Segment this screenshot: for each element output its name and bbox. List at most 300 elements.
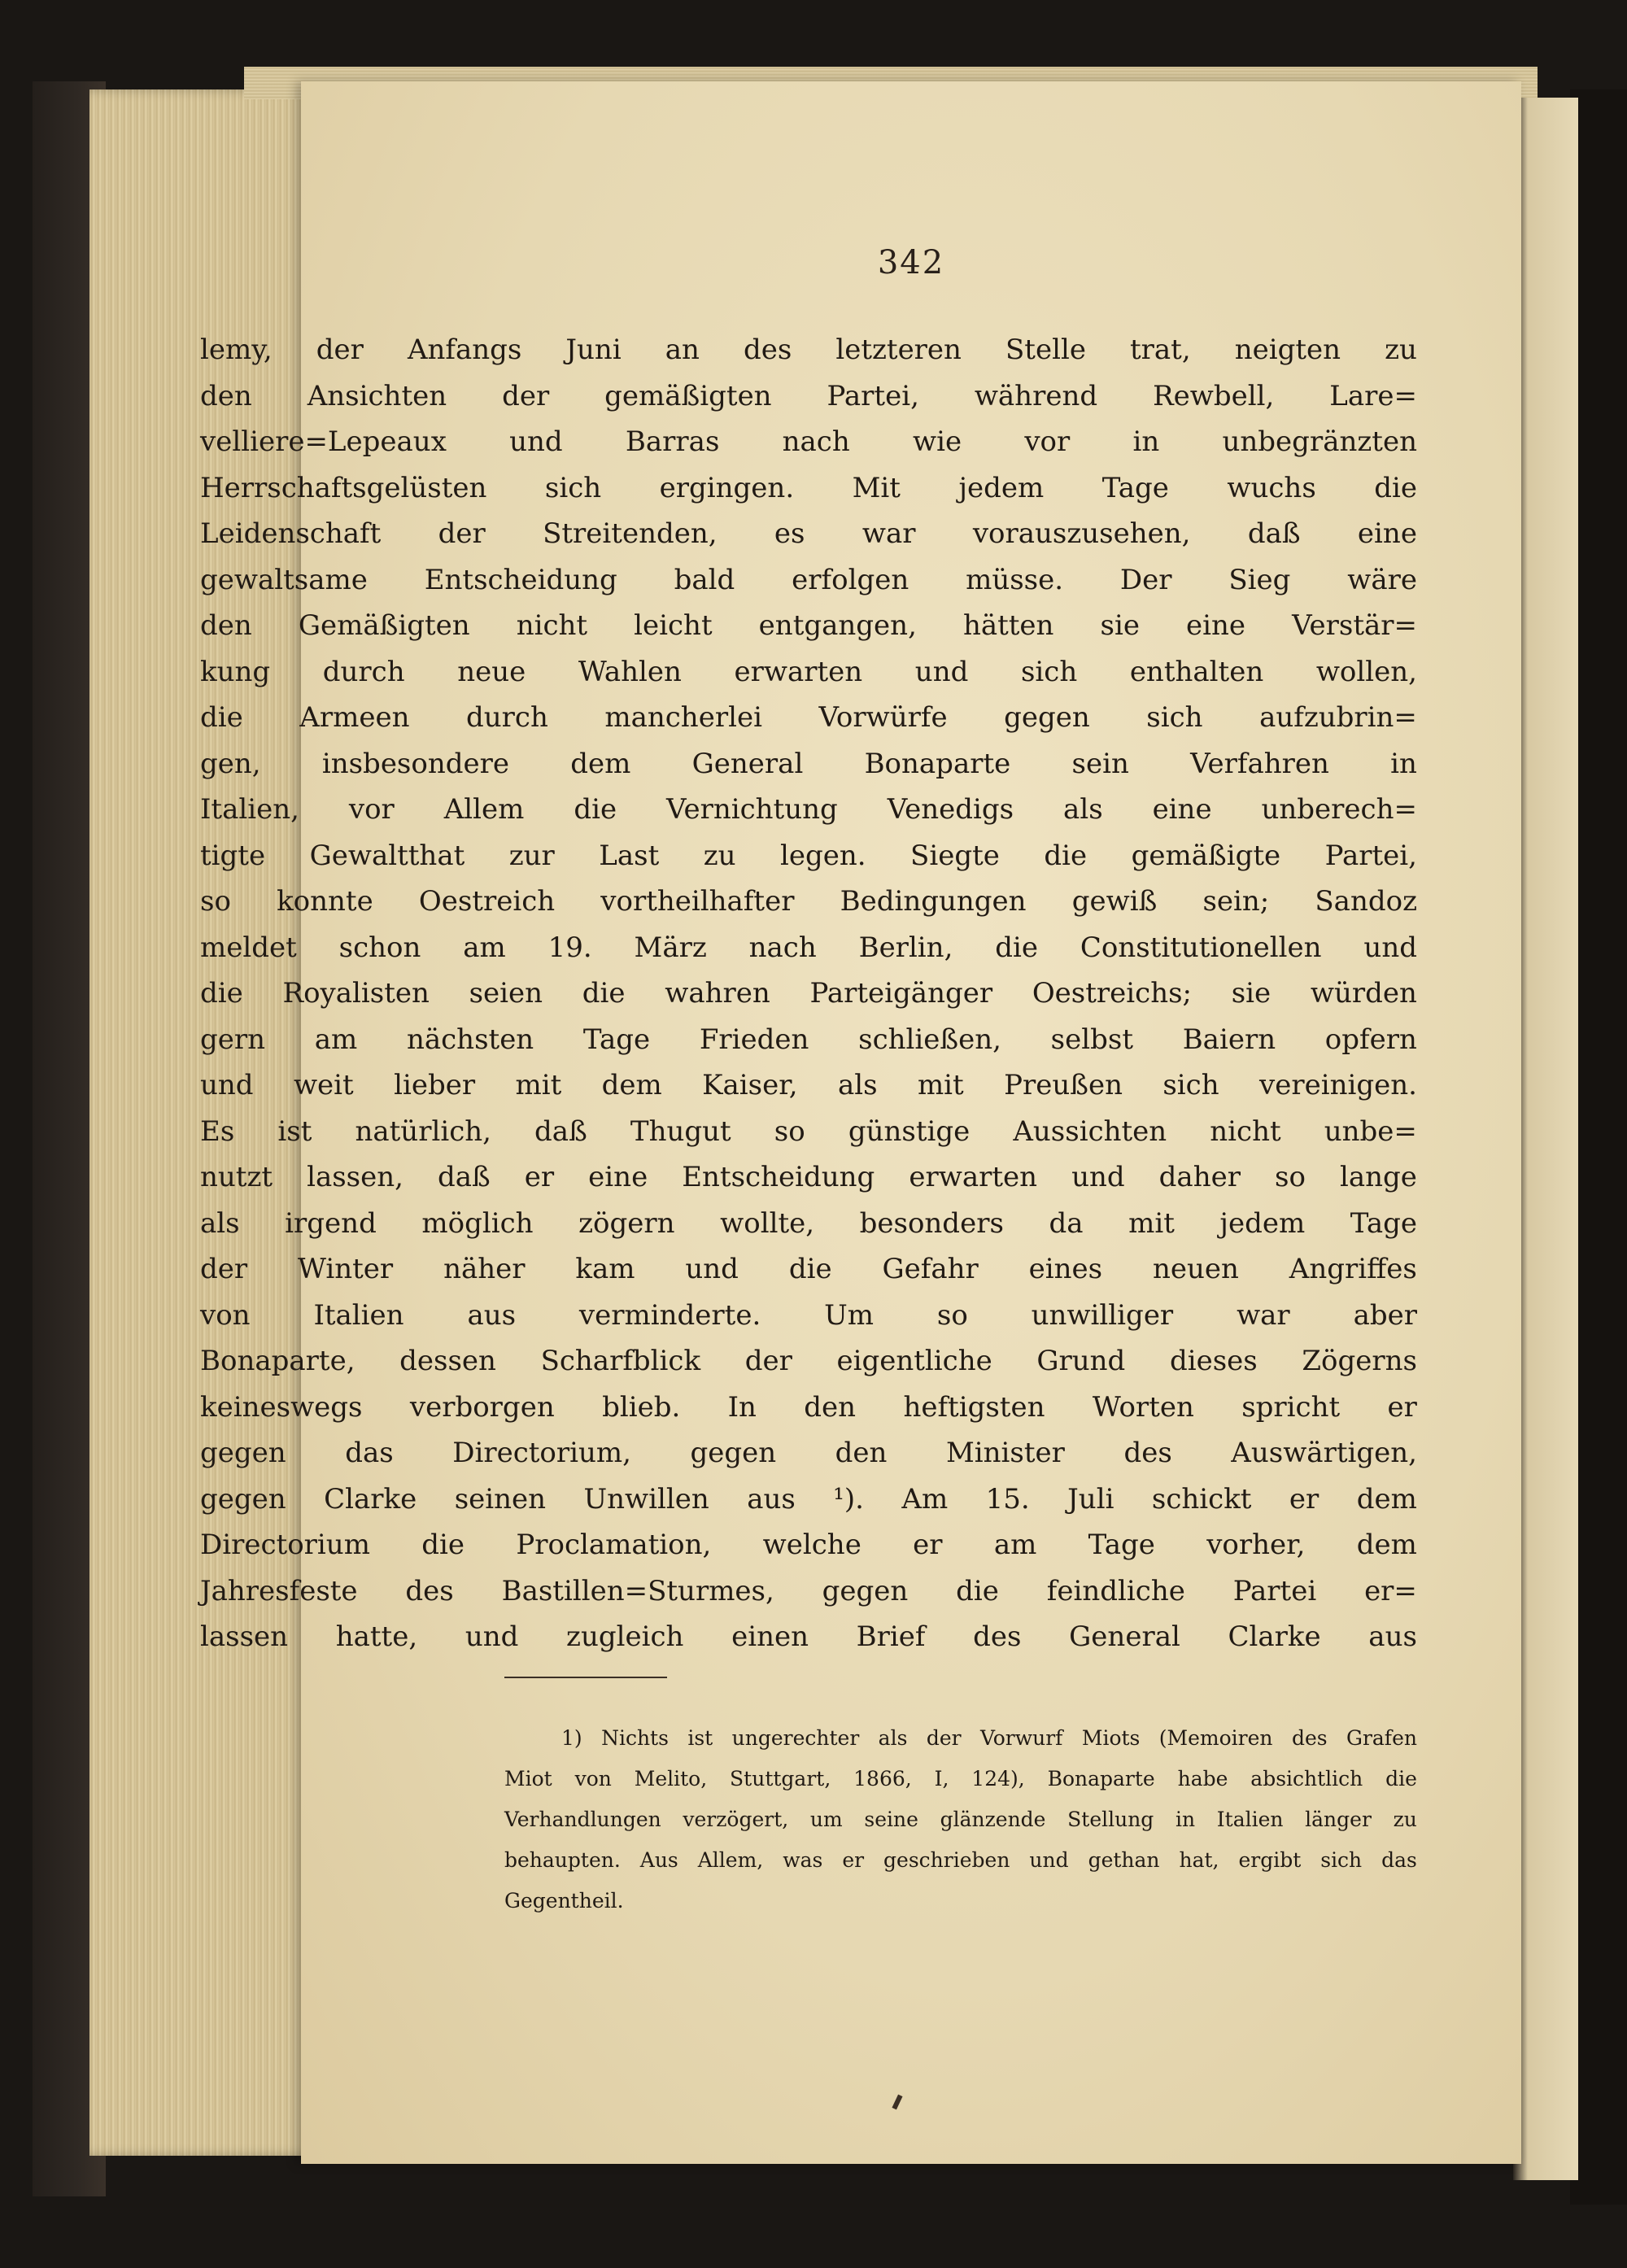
word: ungerechter [731, 1726, 860, 1750]
text-line [200, 557, 1417, 604]
word: die [1374, 471, 1417, 504]
word: Minister [945, 1437, 1065, 1469]
word: Melito, [634, 1767, 708, 1790]
word: die [1044, 839, 1088, 872]
word: General [1069, 1620, 1180, 1653]
word: jedem [958, 471, 1045, 504]
word: Vorwurf [979, 1726, 1063, 1750]
word: Jahresfeste [200, 1574, 358, 1607]
word: Berlin, [858, 931, 953, 964]
word: eine [1357, 517, 1417, 550]
word: Baiern [1182, 1023, 1276, 1056]
facing-page-edge [1513, 98, 1578, 2180]
word: dem [601, 1069, 662, 1101]
word: schon [338, 931, 421, 964]
word: so [1275, 1161, 1306, 1193]
word: heftigsten [903, 1390, 1045, 1424]
word: gegen [690, 1437, 777, 1469]
word: Partei, [827, 379, 919, 412]
word: General [691, 747, 804, 780]
word: seinen [454, 1482, 547, 1516]
word: und [200, 1069, 254, 1101]
word: des [743, 334, 792, 366]
word: sie [1100, 609, 1140, 642]
word: Italien [1216, 1808, 1284, 1831]
word: Unwillen [583, 1482, 709, 1516]
word: 1) [561, 1726, 582, 1750]
text-line [200, 419, 1417, 465]
word: sein; [1202, 885, 1270, 918]
word: spricht [1241, 1390, 1341, 1424]
word: gewaltsame [200, 563, 368, 596]
word: zugleich [566, 1620, 684, 1653]
word: die [200, 701, 243, 734]
word: aufzubrin= [1259, 701, 1417, 734]
word: mit [515, 1069, 562, 1101]
word: Proclamation, [516, 1529, 712, 1561]
word: Tage [1088, 1529, 1155, 1561]
word: durch [322, 655, 405, 688]
word: und [465, 1620, 519, 1653]
text-line [200, 1338, 1417, 1385]
word: Allem [443, 793, 525, 826]
word: länger [1305, 1808, 1372, 1831]
word: Partei, [1324, 839, 1417, 872]
word: letzteren [835, 334, 962, 366]
word: günstige [848, 1114, 971, 1148]
word: Bastillen=Sturmes, [501, 1574, 774, 1607]
word: näher [443, 1253, 526, 1285]
word: Parteigänger [809, 977, 993, 1010]
word: Venedigs [887, 793, 1014, 826]
word: Sieg [1228, 563, 1291, 596]
word: März [634, 931, 707, 964]
word: Tage [1101, 471, 1169, 504]
word: Der [1119, 563, 1172, 596]
word: Gefahr [882, 1253, 979, 1285]
text-line [200, 1385, 1417, 1431]
word: lieber [394, 1069, 476, 1101]
word: der [200, 1253, 248, 1285]
word: In [727, 1390, 757, 1424]
word: einen [731, 1620, 809, 1653]
word: vor [348, 793, 395, 826]
word: welche [762, 1529, 861, 1561]
word: Es [200, 1114, 235, 1148]
text-line [200, 787, 1417, 833]
word: 124), [971, 1767, 1025, 1790]
word: Brief [856, 1620, 926, 1653]
word: Aus [639, 1848, 678, 1872]
text-line [200, 327, 1417, 373]
book-cover-right [1570, 89, 1627, 2205]
word: nach [748, 931, 817, 964]
word: eine [1186, 609, 1246, 642]
word: am [993, 1529, 1037, 1561]
word: Royalisten [282, 977, 430, 1010]
word: Italien, [200, 793, 299, 826]
word: und [914, 655, 969, 688]
word: Vorwürfe [818, 701, 948, 734]
word: Sandoz [1315, 885, 1417, 918]
word: Ansichten [307, 379, 447, 412]
word: mancherlei [604, 701, 762, 734]
word: wie [912, 425, 962, 458]
word: feindliche [1046, 1574, 1185, 1607]
word: und [509, 425, 563, 458]
word: Constitutionellen [1080, 931, 1322, 964]
body-text [200, 327, 1417, 1660]
word: den [200, 379, 252, 412]
word: sein [1071, 747, 1129, 780]
word: zögern [578, 1206, 675, 1240]
word: das [1381, 1848, 1417, 1872]
word: hat, [1179, 1848, 1219, 1872]
word: erwarten [909, 1161, 1038, 1193]
word: Zögerns [1302, 1345, 1417, 1377]
word: vorher, [1206, 1529, 1306, 1561]
word: ist [277, 1114, 312, 1148]
word: es [774, 517, 805, 550]
word: als [200, 1206, 240, 1240]
word: gemäßigte [1131, 839, 1281, 872]
word: Verhandlungen [504, 1808, 661, 1831]
word: erwarten [734, 655, 863, 688]
word: daß [437, 1161, 491, 1193]
footnotes [504, 1718, 1417, 1921]
text-line [200, 1246, 1417, 1293]
word: Clarke [324, 1482, 417, 1516]
word: blieb. [602, 1390, 681, 1424]
footnote-line [504, 1799, 1417, 1840]
word: wollen, [1315, 655, 1417, 688]
text-line [200, 1062, 1417, 1109]
text-line [200, 1568, 1417, 1615]
word: was [783, 1848, 823, 1872]
word: nicht [516, 609, 588, 642]
word: Mit [852, 471, 901, 504]
word: unbegränzten [1222, 425, 1417, 458]
word: er [842, 1848, 865, 1872]
word: behaupten. [504, 1848, 621, 1872]
word: schickt [1151, 1482, 1252, 1516]
word: nicht [1210, 1114, 1281, 1148]
footnote-line [504, 1840, 1417, 1881]
word: sich [1162, 1069, 1219, 1101]
word: des [973, 1620, 1022, 1653]
word: Rewbell, [1153, 379, 1275, 412]
footnote-line [504, 1759, 1417, 1799]
word: Entscheidung [424, 563, 617, 596]
word: Verfahren [1190, 747, 1329, 780]
word: Directorium [200, 1529, 370, 1561]
text-line [200, 1154, 1417, 1201]
word: nutzt [200, 1161, 273, 1193]
word: sie [1231, 977, 1272, 1010]
word: Scharfblick [540, 1345, 701, 1377]
text-line [200, 465, 1417, 512]
word: Juli [1067, 1482, 1114, 1516]
footnote-rule [504, 1677, 667, 1678]
word: Thugut [630, 1114, 731, 1148]
word: dessen [399, 1345, 496, 1377]
word: Lare= [1329, 379, 1417, 412]
word: würden [1310, 977, 1417, 1010]
word: während [974, 379, 1098, 412]
word: 15. [985, 1482, 1030, 1516]
word: eine [588, 1161, 648, 1193]
word: gern [200, 1023, 266, 1056]
word: geschrieben [883, 1848, 1010, 1872]
word: Miot [504, 1767, 552, 1790]
word: Gegentheil. [504, 1889, 624, 1913]
word: die [995, 931, 1038, 964]
word: gegen [822, 1574, 909, 1607]
word: konnte [277, 885, 373, 918]
word: mit [917, 1069, 964, 1101]
word: Am [901, 1482, 949, 1516]
word: Oestreich [418, 885, 556, 918]
word: Bedingungen [840, 885, 1027, 918]
word: (Memoiren [1158, 1726, 1273, 1750]
word: da [1049, 1206, 1084, 1240]
word: Bonaparte [1047, 1767, 1155, 1790]
word: der [744, 1345, 792, 1377]
word: Stuttgart, [730, 1767, 831, 1790]
word: dem [1356, 1529, 1417, 1561]
word: daß [1247, 517, 1301, 550]
word: des [405, 1574, 454, 1607]
word: als [1063, 793, 1103, 826]
word: Last [599, 839, 660, 872]
word: Barras [625, 425, 720, 458]
word: sich [1146, 701, 1203, 734]
word: Partei [1232, 1574, 1317, 1607]
word: velliere=Lepeaux [200, 425, 447, 458]
text-line [200, 1017, 1417, 1063]
word: sich [1020, 655, 1078, 688]
word: unbe= [1324, 1114, 1417, 1148]
word: Grund [1036, 1345, 1126, 1377]
word: hätten [962, 609, 1054, 642]
word: Directorium, [452, 1437, 631, 1469]
text-line [200, 1522, 1417, 1568]
footnote-line [504, 1718, 1417, 1759]
word: zu [1385, 334, 1417, 366]
word: als [878, 1726, 908, 1750]
word: legen. [779, 839, 866, 872]
word: gethan [1088, 1848, 1160, 1872]
word: weit [293, 1069, 354, 1101]
word: Kaiser, [702, 1069, 798, 1101]
word: Streitenden, [543, 517, 718, 550]
word: eine [1152, 793, 1212, 826]
word: erfolgen [792, 563, 909, 596]
word: Armeen [299, 701, 410, 734]
word: Tage [1350, 1206, 1417, 1240]
word: Allem, [697, 1848, 764, 1872]
word: und [1071, 1161, 1125, 1193]
word: als [837, 1069, 878, 1101]
word: Preußen [1004, 1069, 1123, 1101]
word: war [1237, 1298, 1290, 1332]
word: gewiß [1071, 885, 1158, 918]
word: möglich [421, 1206, 534, 1240]
word: ist [687, 1726, 713, 1750]
word: Vernichtung [666, 793, 838, 826]
word: die [1385, 1767, 1417, 1790]
word: Juni [565, 334, 622, 366]
word: Siegte [910, 839, 1000, 872]
word: Gemäßigten [298, 609, 470, 642]
word: insbesondere [321, 747, 510, 780]
word: unberech= [1261, 793, 1417, 826]
word: Winter [298, 1253, 394, 1285]
word: Leidenschaft [200, 517, 382, 550]
text-line [200, 925, 1417, 971]
word: entgangen, [758, 609, 917, 642]
word: Clarke [1228, 1620, 1321, 1653]
word: aus [1368, 1620, 1417, 1653]
text-line [200, 1201, 1417, 1247]
word: so [936, 1298, 968, 1332]
word: jedem [1219, 1206, 1306, 1240]
word: kung [200, 655, 271, 688]
word: er= [1364, 1574, 1417, 1607]
word: Miots [1081, 1726, 1141, 1750]
text-line [200, 879, 1417, 925]
word: Worten [1092, 1390, 1194, 1424]
word: in [1132, 425, 1160, 458]
word: natürlich, [355, 1114, 491, 1148]
word: absichtlich [1250, 1767, 1363, 1790]
word: I, [934, 1767, 949, 1790]
word: neuen [1152, 1253, 1239, 1285]
text-line [200, 741, 1417, 787]
word: ¹). [833, 1482, 864, 1516]
word: gegen [200, 1482, 286, 1516]
word: dieses [1169, 1345, 1258, 1377]
text-line [200, 511, 1417, 557]
word: schließen, [858, 1023, 1001, 1056]
word: verzögert, [683, 1808, 789, 1831]
word: Oestreichs; [1032, 977, 1193, 1010]
word: kam [575, 1253, 635, 1285]
word: er [524, 1161, 555, 1193]
word: wahren [665, 977, 770, 1010]
footnote-line [504, 1881, 1417, 1921]
text-line [200, 695, 1417, 741]
word: Tage [582, 1023, 651, 1056]
word: so [200, 885, 231, 918]
word: hatte, [335, 1620, 418, 1653]
page-number: 342 [877, 244, 945, 281]
word: daher [1158, 1161, 1241, 1193]
word: an [665, 334, 700, 366]
word: in [1175, 1808, 1196, 1831]
text-line [200, 1476, 1417, 1523]
word: am [463, 931, 506, 964]
word: zur [508, 839, 555, 872]
word: daß [534, 1114, 587, 1148]
word: nächsten [406, 1023, 534, 1056]
word: den [200, 609, 252, 642]
word: nach [782, 425, 850, 458]
word: dem [1356, 1482, 1417, 1516]
word: Stelle [1005, 334, 1086, 366]
word: wollte, [720, 1206, 815, 1240]
word: Angriffes [1289, 1253, 1417, 1285]
word: irgend [285, 1206, 377, 1240]
word: bald [674, 563, 735, 596]
text-line [200, 373, 1417, 420]
word: Auswärtigen, [1231, 1437, 1417, 1469]
word: aber [1353, 1298, 1417, 1332]
word: lange [1339, 1161, 1417, 1193]
word: den [804, 1390, 857, 1424]
word: er [1387, 1390, 1417, 1424]
word: 19. [547, 931, 592, 964]
word: aus [747, 1482, 796, 1516]
word: am [314, 1023, 358, 1056]
word: von [200, 1298, 251, 1332]
word: Aussichten [1013, 1114, 1167, 1148]
word: neigten [1234, 334, 1341, 366]
word: von [574, 1767, 612, 1790]
word: gegen [1004, 701, 1090, 734]
word: Herrschaftsgelüsten [200, 471, 487, 504]
word: Italien [313, 1298, 404, 1332]
text-line [200, 1430, 1417, 1476]
word: aus [467, 1298, 517, 1332]
word: lemy, [200, 334, 273, 366]
word: glänzende [940, 1808, 1046, 1831]
text-line [200, 1109, 1417, 1155]
word: habe [1177, 1767, 1228, 1790]
word: enthalten [1129, 655, 1264, 688]
text-line [200, 1614, 1417, 1660]
word: er [1289, 1482, 1319, 1516]
word: der [316, 334, 364, 366]
word: die [574, 793, 617, 826]
word: trat, [1129, 334, 1191, 366]
word: Frieden [699, 1023, 809, 1056]
word: eines [1028, 1253, 1103, 1285]
word: die [956, 1574, 999, 1607]
word: der [926, 1726, 962, 1750]
word: seien [469, 977, 543, 1010]
word: Stellung [1067, 1808, 1154, 1831]
word: müsse. [966, 563, 1064, 596]
word: Grafen [1346, 1726, 1417, 1750]
word: 1866, [853, 1767, 912, 1790]
word: lassen [200, 1620, 289, 1653]
word: Entscheidung [682, 1161, 875, 1193]
word: ergingen. [659, 471, 795, 504]
word: zu [1393, 1808, 1417, 1831]
word: die [582, 977, 626, 1010]
text-line [200, 833, 1417, 879]
word: tigte [200, 839, 266, 872]
word: so [774, 1114, 805, 1148]
word: leicht [634, 609, 713, 642]
word: die [421, 1529, 465, 1561]
word: das [345, 1437, 394, 1469]
word: opfern [1324, 1023, 1417, 1056]
word: durch [465, 701, 548, 734]
word: unwilliger [1031, 1298, 1174, 1332]
word: den [835, 1437, 888, 1469]
